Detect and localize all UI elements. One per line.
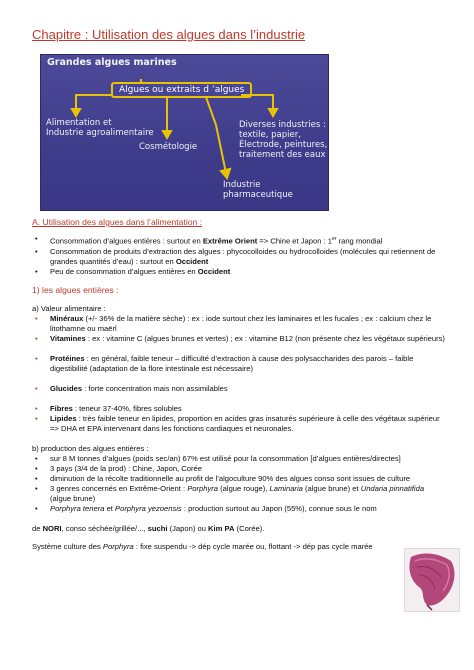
subsection-1b-heading: b) production des algues entières :: [32, 443, 149, 453]
list-item: • Minéraux (+/- 36% de la matière sèche) : ex : iode surtout chez les laminaires et les fucales ; ex : calcium chez le litothamne ou maërl: [35, 313, 432, 333]
slide-heading: Grandes algues marines: [47, 57, 177, 68]
slide-middle: Cosmétologie: [139, 142, 198, 152]
nori-paragraph: de NORI, conso séchée/grillée/..., suchi (Japon) ou Kim PA (Corée).: [32, 523, 265, 533]
slide-center-box: Algues ou extraits d ’algues: [111, 82, 252, 98]
slide-left-line1: Alimentation et: [46, 118, 112, 128]
list-item: • Vitamines : ex : vitamine C (algues brunes et vertes) ; ex : vitamine B12 (non présente chez les végétaux supérieurs): [35, 333, 445, 343]
list-item: • Porphyra tenera et Porphyra yezoensis : production surtout au Japon (55%), connue sous le nom: [35, 503, 377, 513]
bullet-icon: •: [35, 463, 38, 473]
nutrition-list: [32, 314, 447, 344]
nutrition-list-4: [32, 404, 447, 434]
bullet-icon: •: [35, 353, 38, 363]
nutrition-list-2: [32, 354, 447, 374]
list-item: • Fibres : teneur 37-40%, fibres solubles: [35, 403, 182, 413]
bullet-icon: •: [35, 453, 38, 463]
list-item: • Consommation de produits d’extraction des algues : phycocolloides ou hydrocolloides (molécules qui retiennent de grandes quantités d’eau) : surtout en Occident: [35, 246, 436, 266]
slide-bottom-line2: pharmaceutique: [223, 190, 293, 200]
slide-right-line3: Électrode, peintures,: [239, 140, 328, 150]
slide-right-line2: textile, papier,: [239, 130, 301, 140]
list-item: • Protéines : en général, faible teneur – difficulté d’extraction à cause des polysaccharides des parois – faible digestibilité (adaptation de la flore intestinale est nécessaire): [35, 353, 414, 373]
seaweed-image: [405, 549, 459, 611]
bullet-icon: •: [35, 403, 38, 413]
document-body: [32, 217, 447, 552]
production-list: [32, 454, 447, 514]
list-item: • Glucides : forte concentration mais non assimilables: [35, 383, 228, 393]
bullet-icon: •: [35, 473, 38, 483]
bullet-icon: •: [35, 483, 38, 493]
slide-right-line4: traitement des eaux: [239, 150, 326, 160]
subsection-1a-heading: a) Valeur alimentaire :: [32, 303, 106, 313]
slide-right-line1: Diverses industries :: [239, 120, 326, 130]
list-item: • sur 8 M tonnes d’algues (poids sec/an) 67% est utilisé pour la consommation [d’algues entières/directes]: [35, 453, 401, 463]
slide-diagram: [40, 54, 329, 211]
bullet-icon: •: [35, 413, 38, 423]
list-item: • Consommation d’algues entières : surtout en Extrême Orient => Chine et Japon : 1er rang mondial: [35, 234, 383, 246]
slide-left-line2: Industrie agroalimentaire: [46, 128, 154, 138]
list-item: • 3 pays (3/4 de la prod) : Chine, Japon, Corée: [35, 463, 202, 473]
list-item: • Peu de consommation d’algues entières en Occident: [35, 266, 231, 276]
bullet-icon: •: [35, 503, 38, 513]
bullet-icon: •: [35, 313, 38, 323]
porphyra-photo: [404, 548, 460, 612]
list-item: • diminution de la récolte traditionnelle au profit de l’algoculture 90% des algues conso sont issues de culture: [35, 473, 411, 483]
culture-paragraph: Système culture des Porphyra : fixe suspendu -> dép cycle marée ou, flottant -> dép pas cycle marée: [32, 541, 373, 551]
nutrition-list-3: [32, 384, 447, 394]
bullet-icon: •: [35, 234, 38, 243]
slide-bottom-line1: Industrie: [223, 180, 261, 190]
subsection-1-heading: 1) les algues entières :: [32, 284, 119, 295]
list-item: • 3 genres concernés en Extrême-Orient : Porphyra (algue rouge), Laminaria (algue brune) et Undaria pinnatifida (algue brune): [35, 483, 425, 503]
bullet-icon: •: [35, 246, 38, 256]
section-a-heading: A. Utilisation des algues dans l’alimentation :: [32, 217, 203, 227]
intro-list: [32, 234, 447, 277]
list-item: • Lipides : très faible teneur en lipides, proportion en acides gras insaturés supérieure à celle des végétaux supérieur => DHA et EPA intervenant dans les fonctions cardiaques et neuronales.: [35, 413, 440, 433]
chapter-title: Chapitre : Utilisation des algues dans l’industrie: [32, 27, 306, 42]
bullet-icon: •: [35, 266, 38, 276]
bullet-icon: •: [35, 333, 38, 343]
bullet-icon: •: [35, 383, 38, 393]
